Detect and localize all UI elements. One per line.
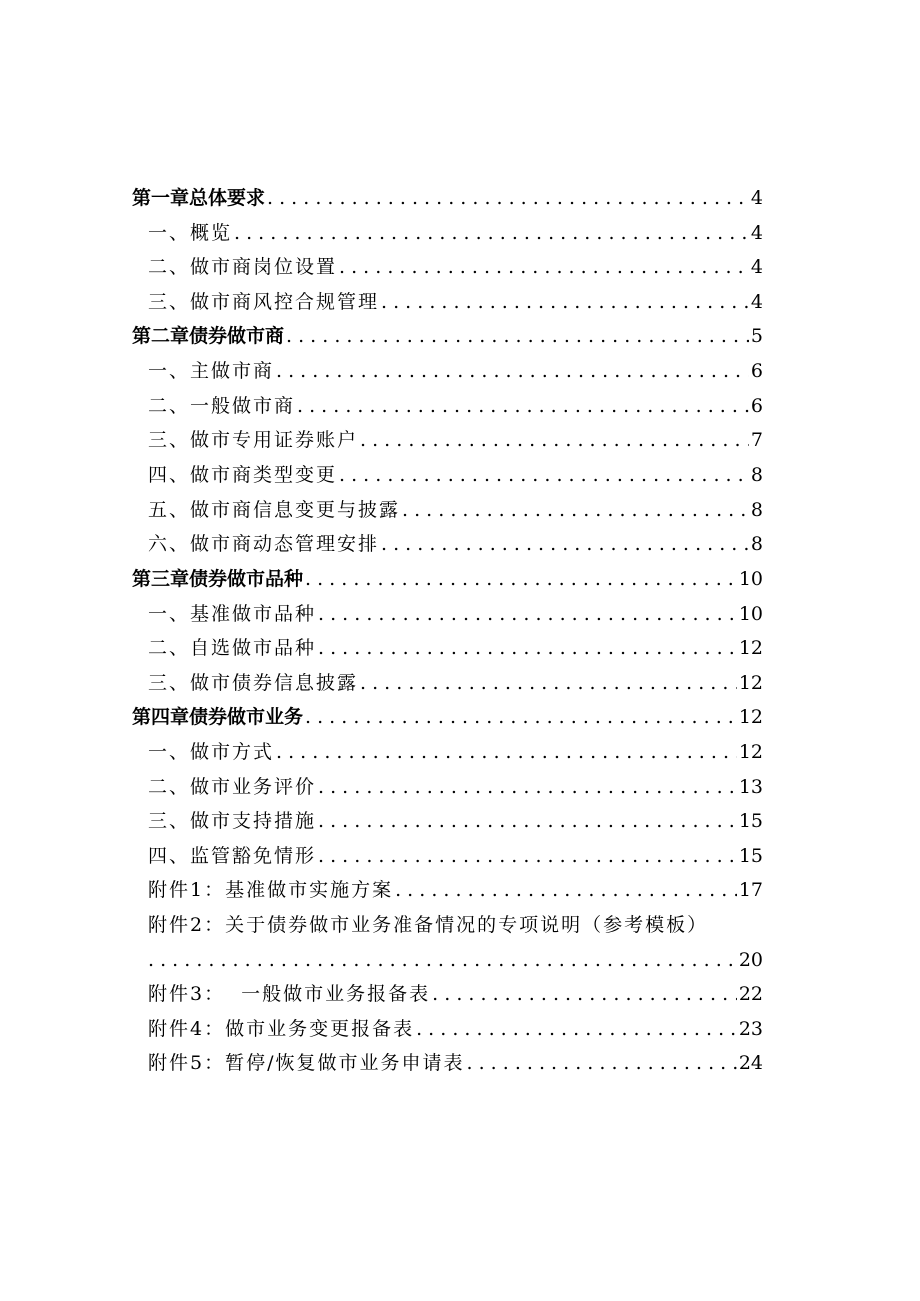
toc-entry-title: 第二章债券做市商 [132, 325, 285, 347]
toc-leader-dots [467, 1051, 737, 1075]
toc-leader-dots [381, 290, 749, 314]
toc-entry-2-4[interactable] [148, 457, 763, 487]
toc-entry-title: 第四章债券做市业务 [132, 706, 304, 728]
toc-leader-dots [402, 498, 749, 522]
toc-entry-page: 10 [738, 603, 763, 625]
toc-entry-3-1[interactable] [148, 596, 763, 626]
toc-entry-title: 第三章债券做市品种 [132, 568, 304, 590]
toc-entry-title: 附件3： 一般做市业务报备表 [148, 983, 431, 1005]
toc-entry-3-3[interactable] [148, 665, 763, 695]
toc-leader-dots [395, 878, 737, 902]
toc-leader-dots [360, 671, 737, 695]
toc-entry-page: 6 [750, 395, 763, 417]
toc-entry-chapter-1[interactable] [132, 180, 763, 210]
toc-entry-title: 三、做市支持措施 [148, 810, 317, 832]
toc-entry-page: 6 [750, 360, 763, 382]
toc-leader-dots [318, 844, 737, 868]
toc-entry-2-1[interactable] [148, 353, 763, 383]
toc-entry-page: 12 [738, 637, 763, 659]
toc-leader-dots [286, 324, 749, 348]
toc-entry-title: 一、基准做市品种 [148, 603, 317, 625]
toc-entry-title: 三、做市商风控合规管理 [148, 291, 380, 313]
toc-entry-3-2[interactable] [148, 630, 763, 660]
toc-entry-page: 12 [738, 672, 763, 694]
toc-entry-title: 四、监管豁免情形 [148, 845, 317, 867]
toc-entry-annex-3[interactable] [148, 976, 763, 1006]
toc-entry-annex-1[interactable] [148, 872, 763, 902]
toc-entry-title: 二、做市业务评价 [148, 776, 317, 798]
toc-entry-page: 4 [750, 256, 763, 278]
toc-leader-dots [432, 982, 737, 1006]
toc-entry-1-3[interactable] [148, 284, 763, 314]
toc-leader-dots [305, 705, 737, 729]
toc-entry-2-6[interactable] [148, 526, 763, 556]
toc-entry-title: 四、做市商类型变更 [148, 464, 338, 486]
toc-entry-title: 附件1：基准做市实施方案 [148, 879, 394, 901]
toc-leader-dots [305, 567, 737, 591]
toc-leader-dots [339, 255, 749, 279]
toc-entry-page: 5 [750, 325, 763, 347]
toc-leader-dots [297, 394, 749, 418]
toc-entry-chapter-3[interactable] [132, 561, 763, 591]
toc-entry-title: 六、做市商动态管理安排 [148, 533, 380, 555]
toc-entry-title: 第一章总体要求 [132, 187, 266, 209]
toc-entry-page: 10 [738, 568, 763, 590]
toc-entry-page: 8 [750, 499, 763, 521]
toc-leader-dots [381, 532, 749, 556]
toc-entry-annex-2[interactable] [148, 907, 763, 937]
toc-entry-2-2[interactable] [148, 388, 763, 418]
toc-entry-title: 附件5：暂停/恢复做市业务申请表 [148, 1052, 465, 1074]
toc-entry-annex-2-continuation[interactable] [148, 942, 763, 972]
toc-leader-dots [318, 809, 737, 833]
toc-entry-4-2[interactable] [148, 769, 763, 799]
toc-entry-title: 一、主做市商 [148, 360, 275, 382]
toc-entry-title: 附件4：做市业务变更报备表 [148, 1018, 415, 1040]
toc-entry-page: 15 [738, 845, 763, 867]
toc-entry-title: 二、做市商岗位设置 [148, 256, 338, 278]
toc-entry-page: 4 [750, 187, 763, 209]
toc-entry-2-5[interactable] [148, 492, 763, 522]
toc-entry-title: 二、自选做市品种 [148, 637, 317, 659]
toc-entry-chapter-4[interactable] [132, 699, 763, 729]
toc-entry-page: 17 [738, 879, 763, 901]
toc-leader-dots [318, 636, 737, 660]
toc-entry-title: 附件2：关于债券做市业务准备情况的专项说明（参考模板） [148, 914, 709, 936]
toc-entry-page: 4 [750, 222, 763, 244]
toc-leader-dots [276, 359, 749, 383]
toc-entry-page: 8 [750, 533, 763, 555]
toc-leader-dots [148, 948, 737, 972]
toc-entry-page: 15 [738, 810, 763, 832]
toc-entry-annex-5[interactable] [148, 1045, 763, 1075]
toc-leader-dots [360, 428, 749, 452]
toc-entry-title: 一、概览 [148, 222, 233, 244]
toc-leader-dots [416, 1017, 737, 1041]
toc-entry-1-2[interactable] [148, 249, 763, 279]
toc-entry-page: 24 [738, 1052, 763, 1074]
toc-entry-chapter-2[interactable] [132, 318, 763, 348]
toc-entry-4-3[interactable] [148, 803, 763, 833]
toc-entry-title: 一、做市方式 [148, 741, 275, 763]
toc-entry-annex-4[interactable] [148, 1011, 763, 1041]
toc-entry-page: 22 [738, 983, 763, 1005]
toc-entry-page: 23 [738, 1018, 763, 1040]
toc-entry-page: 4 [750, 291, 763, 313]
toc-entry-page: 12 [738, 706, 763, 728]
toc-entry-page: 7 [750, 429, 763, 451]
toc-entry-page: 20 [738, 949, 763, 971]
toc-leader-dots [267, 186, 749, 210]
toc-leader-dots [339, 463, 749, 487]
toc-entry-2-3[interactable] [148, 422, 763, 452]
toc-entry-1-1[interactable] [148, 215, 763, 245]
toc-leader-dots [318, 602, 737, 626]
toc-entry-4-1[interactable] [148, 734, 763, 764]
toc-entry-title: 三、做市债券信息披露 [148, 672, 359, 694]
toc-entry-4-4[interactable] [148, 838, 763, 868]
toc-entry-title: 二、一般做市商 [148, 395, 296, 417]
toc-entry-page: 12 [738, 741, 763, 763]
toc-leader-dots [276, 740, 737, 764]
toc-entry-title: 五、做市商信息变更与披露 [148, 499, 401, 521]
toc-entry-page: 13 [738, 776, 763, 798]
toc-entry-page: 8 [750, 464, 763, 486]
toc-entry-title: 三、做市专用证券账户 [148, 429, 359, 451]
toc-leader-dots [234, 221, 749, 245]
toc-leader-dots [318, 775, 737, 799]
